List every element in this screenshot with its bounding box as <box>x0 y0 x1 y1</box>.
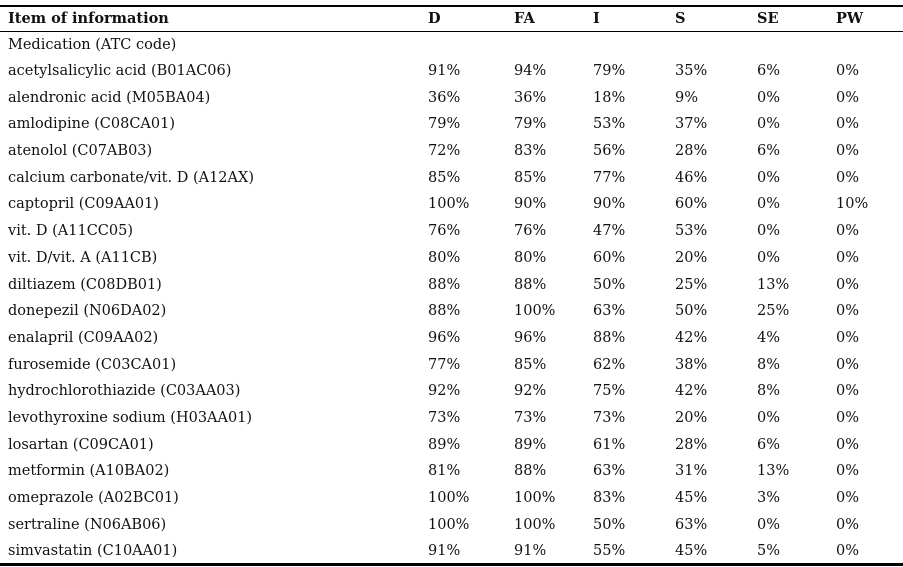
medication-name-cell: simvastatin (C10AA01) <box>8 543 178 560</box>
table-row <box>0 111 903 138</box>
d-value-cell: 92% <box>428 383 461 400</box>
se-value-cell: 6% <box>757 143 781 160</box>
se-value-cell: 13% <box>757 463 790 480</box>
se-value-cell: 3% <box>757 490 781 506</box>
se-value-cell: 4% <box>757 329 781 346</box>
d-value-cell: 73% <box>428 409 461 426</box>
fa-value-cell: 88% <box>514 276 547 293</box>
fa-value-cell: 73% <box>514 409 547 426</box>
fa-value-cell: 88% <box>514 463 547 480</box>
d-value-cell: 91% <box>428 63 461 79</box>
header-se: SE <box>757 10 779 27</box>
table-row <box>0 245 903 272</box>
pw-value-cell: 0% <box>836 169 860 186</box>
table-row <box>0 458 903 485</box>
d-value-cell: 89% <box>428 436 461 453</box>
medication-name-cell: vit. D (A11CC05) <box>8 223 133 240</box>
medication-name-cell: vit. D/vit. A (A11CB) <box>8 249 158 266</box>
se-value-cell: 6% <box>757 63 781 79</box>
pw-value-cell: 0% <box>836 63 860 79</box>
se-value-cell: 0% <box>757 169 781 186</box>
i-value-cell: 63% <box>593 303 626 320</box>
d-value-cell: 72% <box>428 143 461 160</box>
i-value-cell: 88% <box>593 329 626 346</box>
se-value-cell: 0% <box>757 223 781 240</box>
fa-value-cell: 80% <box>514 249 547 266</box>
s-value-cell: 53% <box>675 223 708 240</box>
d-value-cell: 81% <box>428 463 461 480</box>
table-bottom-rule <box>0 563 903 566</box>
i-value-cell: 47% <box>593 223 626 240</box>
medication-name-cell: donepezil (N06DA02) <box>8 303 167 320</box>
fa-value-cell: 92% <box>514 383 547 400</box>
se-value-cell: 13% <box>757 276 790 293</box>
i-value-cell: 83% <box>593 490 626 506</box>
fa-value-cell: 79% <box>514 116 547 133</box>
fa-value-cell: 96% <box>514 329 547 346</box>
s-value-cell: 20% <box>675 409 708 426</box>
header-i: I <box>593 10 600 27</box>
i-value-cell: 77% <box>593 169 626 186</box>
pw-value-cell: 0% <box>836 223 860 240</box>
medication-name-cell: levothyroxine sodium (H03AA01) <box>8 409 253 426</box>
medication-name-cell: alendronic acid (M05BA04) <box>8 89 211 106</box>
medication-name-cell: sertraline (N06AB06) <box>8 516 167 533</box>
table-row <box>0 538 903 565</box>
medication-name-cell: diltiazem (C08DB01) <box>8 276 162 293</box>
s-value-cell: 63% <box>675 516 708 533</box>
table-row <box>0 272 903 299</box>
table-header-row <box>0 7 903 31</box>
s-value-cell: 42% <box>675 329 708 346</box>
se-value-cell: 5% <box>757 543 781 560</box>
header-pw: PW <box>836 10 864 27</box>
table-row <box>0 298 903 325</box>
pw-value-cell: 0% <box>836 303 860 320</box>
s-value-cell: 46% <box>675 169 708 186</box>
table-row <box>0 138 903 165</box>
pw-value-cell: 0% <box>836 276 860 293</box>
d-value-cell: 91% <box>428 543 461 560</box>
s-value-cell: 20% <box>675 249 708 266</box>
pw-value-cell: 0% <box>836 329 860 346</box>
d-value-cell: 79% <box>428 116 461 133</box>
fa-value-cell: 91% <box>514 543 547 560</box>
table-row <box>0 325 903 352</box>
table-row <box>0 378 903 405</box>
pw-value-cell: 0% <box>836 143 860 160</box>
i-value-cell: 90% <box>593 196 626 213</box>
fa-value-cell: 89% <box>514 436 547 453</box>
i-value-cell: 73% <box>593 409 626 426</box>
pw-value-cell: 0% <box>836 116 860 133</box>
table-row <box>0 485 903 512</box>
d-value-cell: 100% <box>428 196 470 213</box>
se-value-cell: 0% <box>757 409 781 426</box>
medication-name-cell: amlodipine (C08CA01) <box>8 116 176 133</box>
se-value-cell: 0% <box>757 89 781 106</box>
medication-name-cell: calcium carbonate/vit. D (A12AX) <box>8 169 254 186</box>
s-value-cell: 45% <box>675 543 708 560</box>
pw-value-cell: 0% <box>836 516 860 533</box>
i-value-cell: 55% <box>593 543 626 560</box>
table-row <box>0 512 903 539</box>
i-value-cell: 63% <box>593 463 626 480</box>
fa-value-cell: 94% <box>514 63 547 79</box>
s-value-cell: 60% <box>675 196 708 213</box>
pw-value-cell: 0% <box>836 543 860 560</box>
s-value-cell: 28% <box>675 436 708 453</box>
table-row <box>0 352 903 379</box>
table-row <box>0 432 903 459</box>
table-row <box>0 58 903 85</box>
header-item-of-information: Item of information <box>8 10 169 27</box>
pw-value-cell: 0% <box>836 89 860 106</box>
s-value-cell: 50% <box>675 303 708 320</box>
d-value-cell: 100% <box>428 490 470 506</box>
se-value-cell: 0% <box>757 249 781 266</box>
medication-name-cell: captopril (C09AA01) <box>8 196 159 213</box>
d-value-cell: 77% <box>428 356 461 373</box>
table-header-rule <box>0 31 903 32</box>
table-row <box>0 405 903 432</box>
s-value-cell: 38% <box>675 356 708 373</box>
section-label-row <box>0 33 903 57</box>
medication-name-cell: hydrochlorothiazide (C03AA03) <box>8 383 241 400</box>
i-value-cell: 79% <box>593 63 626 79</box>
header-d: D <box>428 10 441 27</box>
header-fa: FA <box>514 10 535 27</box>
s-value-cell: 25% <box>675 276 708 293</box>
medication-name-cell: losartan (C09CA01) <box>8 436 154 453</box>
i-value-cell: 53% <box>593 116 626 133</box>
d-value-cell: 88% <box>428 303 461 320</box>
s-value-cell: 37% <box>675 116 708 133</box>
pw-value-cell: 0% <box>836 383 860 400</box>
i-value-cell: 62% <box>593 356 626 373</box>
medication-name-cell: furosemide (C03CA01) <box>8 356 177 373</box>
d-value-cell: 36% <box>428 89 461 106</box>
table-row <box>0 218 903 245</box>
medication-name-cell: enalapril (C09AA02) <box>8 329 159 346</box>
medication-name-cell: atenolol (C07AB03) <box>8 143 153 160</box>
pw-value-cell: 0% <box>836 356 860 373</box>
table-row <box>0 85 903 112</box>
s-value-cell: 42% <box>675 383 708 400</box>
pw-value-cell: 0% <box>836 249 860 266</box>
fa-value-cell: 85% <box>514 356 547 373</box>
pw-value-cell: 10% <box>836 196 869 213</box>
se-value-cell: 0% <box>757 196 781 213</box>
d-value-cell: 80% <box>428 249 461 266</box>
se-value-cell: 8% <box>757 356 781 373</box>
table-row <box>0 165 903 192</box>
i-value-cell: 61% <box>593 436 626 453</box>
header-s: S <box>675 10 686 27</box>
pw-value-cell: 0% <box>836 490 860 506</box>
i-value-cell: 56% <box>593 143 626 160</box>
fa-value-cell: 100% <box>514 516 556 533</box>
medication-name-cell: metformin (A10BA02) <box>8 463 170 480</box>
section-label: Medication (ATC code) <box>8 37 177 53</box>
fa-value-cell: 90% <box>514 196 547 213</box>
i-value-cell: 18% <box>593 89 626 106</box>
i-value-cell: 50% <box>593 276 626 293</box>
fa-value-cell: 85% <box>514 169 547 186</box>
fa-value-cell: 100% <box>514 490 556 506</box>
s-value-cell: 28% <box>675 143 708 160</box>
d-value-cell: 85% <box>428 169 461 186</box>
s-value-cell: 9% <box>675 89 699 106</box>
medication-name-cell: omeprazole (A02BC01) <box>8 490 179 506</box>
table-row <box>0 191 903 218</box>
fa-value-cell: 100% <box>514 303 556 320</box>
i-value-cell: 75% <box>593 383 626 400</box>
table-body <box>0 58 903 565</box>
pw-value-cell: 0% <box>836 436 860 453</box>
d-value-cell: 96% <box>428 329 461 346</box>
se-value-cell: 0% <box>757 116 781 133</box>
d-value-cell: 76% <box>428 223 461 240</box>
se-value-cell: 0% <box>757 516 781 533</box>
fa-value-cell: 76% <box>514 223 547 240</box>
d-value-cell: 88% <box>428 276 461 293</box>
i-value-cell: 50% <box>593 516 626 533</box>
s-value-cell: 45% <box>675 490 708 506</box>
medication-name-cell: acetylsalicylic acid (B01AC06) <box>8 63 232 79</box>
se-value-cell: 8% <box>757 383 781 400</box>
pw-value-cell: 0% <box>836 463 860 480</box>
se-value-cell: 25% <box>757 303 790 320</box>
pw-value-cell: 0% <box>836 409 860 426</box>
i-value-cell: 60% <box>593 249 626 266</box>
s-value-cell: 35% <box>675 63 708 79</box>
fa-value-cell: 83% <box>514 143 547 160</box>
fa-value-cell: 36% <box>514 89 547 106</box>
s-value-cell: 31% <box>675 463 708 480</box>
d-value-cell: 100% <box>428 516 470 533</box>
se-value-cell: 6% <box>757 436 781 453</box>
